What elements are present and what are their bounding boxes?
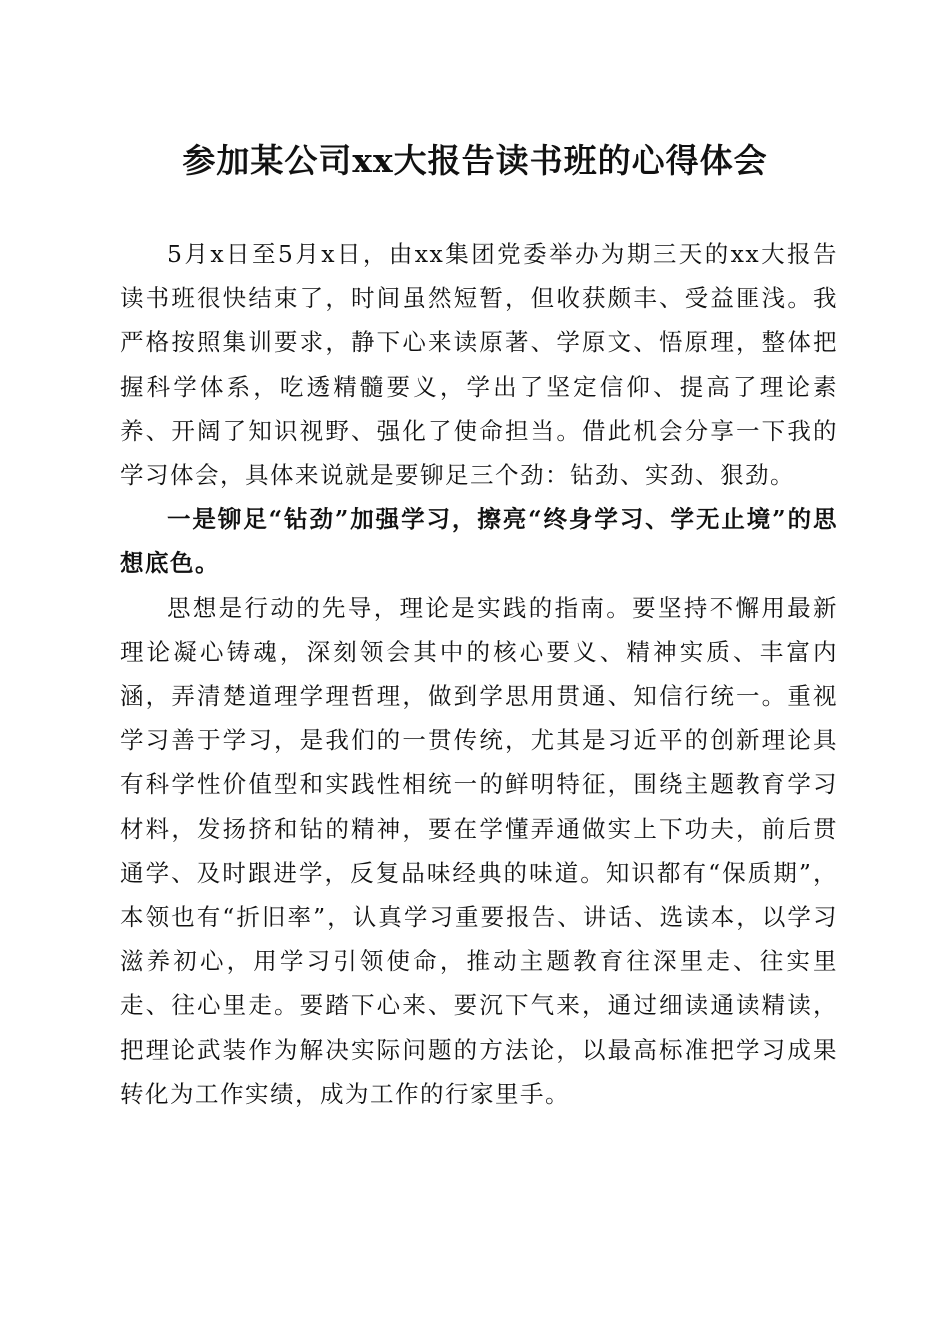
document-title: 参加某公司xx大报告读书班的心得体会 [182,141,768,180]
document-body [120,232,838,1116]
body-paragraph: 思想是行动的先导，理论是实践的指南。要坚持不懈用最新理论凝心铸魂，深刻领会其中的核心要义、精神实质、丰富内涵，弄清楚道理学理哲理，做到学思用贯通、知信行统一。重视学习善于学习，是我们的一贯传统，尤其是习近平的创新理论具有科学性价值型和实践性相统一的鲜明特征，围绕主题教育学习材料，发扬挤和钻的精神，要在学懂弄通做实上下功夫，前后贯通学、及时跟进学，反复品味经典的味道。知识都有“保质期”，本领也有“折旧率”，认真学习重要报告、讲话、选读本，以学习滋养初心，用学习引领使命，推动主题教育往深里走、往实里走、往心里走。要踏下心来、要沉下气来，通过细读通读精读，把理论武装作为解决实际问题的方法论，以最高标准把学习成果转化为工作实绩，成为工作的行家里手。 [120,593,838,1108]
intro-paragraph: 5月x日至5月x日，由xx集团党委举办为期三天的xx大报告读书班很快结束了，时间虽然短暂，但收获颇丰、受益匪浅。我严格按照集训要求，静下心来读原著、学原文、悟原理，整体把握科学体系，吃透精髓要义，学出了坚定信仰、提高了理论素养、开阔了知识视野、强化了使命担当。借此机会分享一下我的学习体会，具体来说就是要铆足三个劲：钻劲、实劲、狠劲。 [120,240,838,490]
section-heading: 一是铆足“钻劲”加强学习，擦亮“终身学习、学无止境”的思想底色。 [120,505,838,578]
